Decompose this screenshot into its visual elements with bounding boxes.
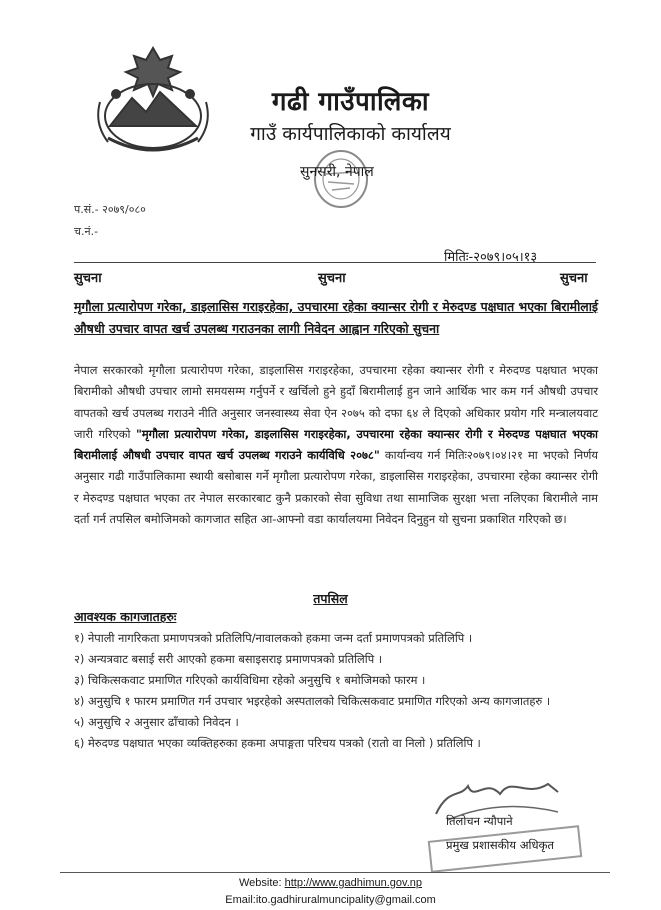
dispatch-number: च.नं.-	[74, 225, 99, 238]
footer-email: Email:ito.gadhiruralmuncipality@gmail.com	[225, 894, 436, 906]
list-item: ६) मेरुदण्ड पक्षघात भएका व्यक्तिहरुका हकमा अपाङ्गता परिचय पत्रको (रातो वा निलो ) प्रतिलिपि ।	[74, 736, 481, 750]
list-item: ४) अनुसुचि १ फारम प्रमाणित गर्न उपचार भइरहेको अस्पतालको चिकित्सकवाट प्रमाणित गरिएको अन्य कागजातहरु ।	[74, 694, 551, 708]
notice-label-center: सुचना	[318, 271, 346, 286]
footer-website	[0, 877, 661, 889]
website-link[interactable]: http://www.gadhimun.gov.np	[284, 877, 423, 889]
notice-label-left: सुचना	[74, 271, 102, 286]
notice-body	[74, 360, 598, 530]
list-item: ३) चिकित्सकवाट प्रमाणित गरिएको कार्यविधिमा रहेको अनुसुचि १ बमोजिमको फारम ।	[74, 673, 426, 687]
body-text-2: कार्यान्वय गर्न मितिः२०७९।०४।२१ मा भएको निर्णय अनुसार गढी गाउँपालिकामा स्थायी बसोबास गर्ने मृगौला प्रत्यारोपण गरेका, डाइलासिस गराइरहेका, उपचारमा रहेका क्यान्सर रोगी र मेरुदण्ड पक्षघात भएका तर नेपाल सरकारबाट कुनै प्रकारको सेवा सुविधा तथा सामाजिक सुरक्षा भत्ता नलिएका बिरामीले नाम दर्ता गर्न तपसिल बमोजिमको कागजात सहित आ-आफ्नो वडा कार्यालयमा निवेदन दिनुहुन यो सुचना प्रकाशित गरिएको छ।	[74, 448, 599, 527]
documents-list	[74, 628, 598, 754]
list-item: २) अन्यत्रवाट बसाई सरी आएको हकमा बसाइसराइ प्रमाणपत्रको प्रतिलिपि ।	[74, 652, 383, 666]
reference-number: प.सं.- २०७९/०८०	[74, 203, 146, 216]
body-text-1: नेपाल सरकारको मृगौला प्रत्यारोपण गरेका, डाइलासिस गराइरहेका, उपचारमा रहेका क्यान्सर रोगी र मेरुदण्ड पक्षघात भएका बिरामीको औषधी उपचार लामो समयसम्म गर्नुपर्ने र खर्चिलो हुने हुदाँ बिरामीलाई हुन जाने आर्थिक भार कम गर्न औषधी उपचार वापतको खर्च उपलब्ध गराउने नीति अनुसार जनस्वास्थ्य सेवा ऐन २०७५ को दफा ६४ ले दिएको अधिकार प्रयोग गरि मन्त्रालयवाट जारी गरिएको	[74, 363, 598, 441]
office-subtitle: गाउँ कार्यपालिकाको कार्यालय	[250, 123, 451, 145]
schedule-heading: तपसिल	[313, 591, 348, 606]
footer-divider	[60, 872, 610, 873]
body-text-bold: "मृगौला प्रत्यारोपण गरेका, डाइलासिस गराइरहेका, उपचारमा रहेका क्यान्सर रोगी र मेरुदण्ड पक्षघात भएका बिरामीलाई औषधी उपचार वापत खर्च उपलब्ध गराउने कार्यविधि २०७८"	[74, 426, 598, 463]
office-name: गढी गाउँपालिका	[271, 87, 430, 117]
signatory-title: प्रमुख प्रशासकीय अधिकृत	[446, 838, 554, 852]
divider	[74, 262, 596, 263]
list-item: १) नेपाली नागरिकता प्रमाणपत्रको प्रतिलिपि/नावालकको हकमा जन्म दर्ता प्रमाणपत्रको प्रतिलिपि ।	[74, 631, 473, 645]
notice-subject: मृगौला प्रत्यारोपण गरेका, डाइलासिस गराइरहेका, उपचारमा रहेका क्यान्सर रोगी र मेरुदण्ड पक्षघात भएका बिरामीलाई औषधी उपचार वापत खर्च उपलब्ध गराउनका लागी निवेदन आह्वान गरिएको सुचना	[74, 299, 598, 336]
required-documents-heading: आवश्यक कागजातहरुः	[74, 609, 177, 624]
signatory-name: तिलोचन न्यौपाने	[446, 814, 513, 828]
notice-label-right: सुचना	[560, 271, 588, 286]
website-label: Website:	[238, 877, 285, 889]
office-address: सुनसरी, नेपाल	[300, 164, 374, 180]
list-item: ५) अनुसुचि २ अनुसार ढाँचाको निवेदन ।	[74, 715, 239, 729]
notice-date: मितिः-२०७९।०५।१३	[444, 250, 538, 265]
